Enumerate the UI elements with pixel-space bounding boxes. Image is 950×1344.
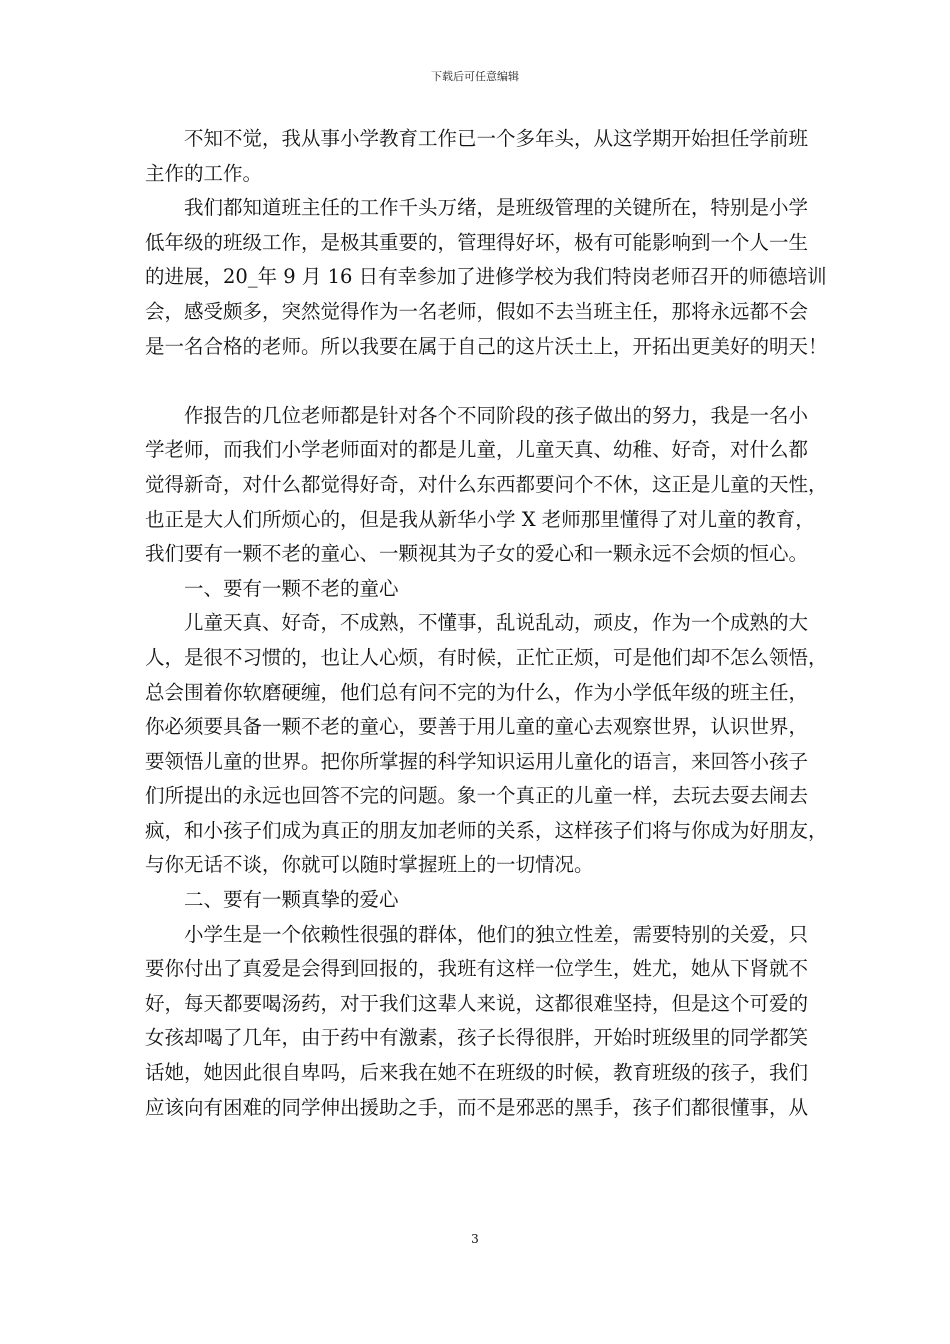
paragraph-line: 要你付出了真爱是会得到回报的，我班有这样一位学生，姓尤，她从下肾就不 <box>145 957 809 981</box>
paragraph-line: 你必须要具备一颗不老的童心，要善于用儿童的童心去观察世界，认识世界， <box>145 715 809 739</box>
paragraph-line: 好，每天都要喝汤药，对于我们这辈人来说，这都很难坚持，但是这个可爱的 <box>145 991 809 1015</box>
paragraph-line: 话她，她因此很自卑吗，后来我在她不在班级的时候，教育班级的孩子，我们 <box>145 1061 809 1085</box>
paragraph-line: 要领悟儿童的世界。把你所掌握的科学知识运用儿童化的语言，来回答小孩子 <box>145 749 809 773</box>
paragraph-line: 我们都知道班主任的工作千头万绪，是班级管理的关键所在，特别是小学 <box>184 196 809 220</box>
paragraph-line: 不知不觉，我从事小学教育工作已一个多年头，从这学期开始担任学前班 <box>184 127 809 150</box>
paragraph-line: 我们要有一颗不老的童心、一颗视其为子女的爱心和一颗永远不会烦的恒心。 <box>145 542 809 566</box>
paragraph-line: 会，感受颇多，突然觉得作为一名老师，假如不去当班主任，那将永远都不会 <box>145 299 809 323</box>
paragraph-line: 觉得新奇，对什么都觉得好奇，对什么东西都要问个不休，这正是儿童的天性， <box>145 472 828 496</box>
paragraph-line: 女孩却喝了几年，由于药中有激素，孩子长得很胖，开始时班级里的同学都笑 <box>145 1026 809 1050</box>
paragraph-line: 儿童天真、好奇，不成熟，不懂事，乱说乱动，顽皮，作为一个成熟的大 <box>184 611 809 635</box>
paragraph-line: 也正是大人们所烦心的，但是我从新华小学 X 老师那里懂得了对儿童的教育， <box>145 507 815 531</box>
paragraph-line: 主作的工作。 <box>145 161 263 185</box>
paragraph-line: 是一名合格的老师。所以我要在属于自己的这片沃土上，开拓出更美好的明天！ <box>145 334 828 358</box>
paragraph-line: 低年级的班级工作，是极其重要的，管理得好坏，极有可能影响到一个人一生 <box>145 230 809 254</box>
paragraph-gap <box>145 364 820 399</box>
paragraph-line: 学老师，而我们小学老师面对的都是儿童，儿童天真、幼稚、好奇，对什么都 <box>145 438 809 462</box>
paragraph-line: 作报告的几位老师都是针对各个不同阶段的孩子做出的努力，我是一名小 <box>184 403 809 427</box>
page-number: 3 <box>471 1232 479 1246</box>
paragraph-line: 应该向有困难的同学伸出援助之手，而不是邪恶的黑手，孩子们都很懂事，从 <box>145 1095 809 1119</box>
paragraph-line: 疯，和小孩子们成为真正的朋友加老师的关系，这样孩子们将与你成为好朋友， <box>145 818 828 842</box>
document-body <box>145 122 828 1125</box>
section-heading: 二、要有一颗真挚的爱心 <box>184 888 399 912</box>
page-header: 下载后可任意编辑 <box>431 70 519 83</box>
paragraph-line: 总会围着你软磨硬缠，他们总有问不完的为什么，作为小学低年级的班主任， <box>145 680 809 704</box>
paragraph-line: 的进展，20_年 9 月 16 日有幸参加了进修学校为我们特岗老师召开的师德培训 <box>145 265 827 289</box>
paragraph-line: 人，是很不习惯的，也让人心烦，有时候，正忙正烦，可是他们却不怎么领悟， <box>145 645 828 669</box>
paragraph-line: 小学生是一个依赖性很强的群体，他们的独立性差，需要特别的关爱，只 <box>184 922 809 946</box>
paragraph-line: 们所提出的永远也回答不完的问题。象一个真正的儿童一样，去玩去耍去闹去 <box>145 784 809 808</box>
paragraph-line: 与你无话不谈，你就可以随时掌握班上的一切情况。 <box>145 853 594 877</box>
section-heading: 一、要有一颗不老的童心 <box>184 576 399 600</box>
